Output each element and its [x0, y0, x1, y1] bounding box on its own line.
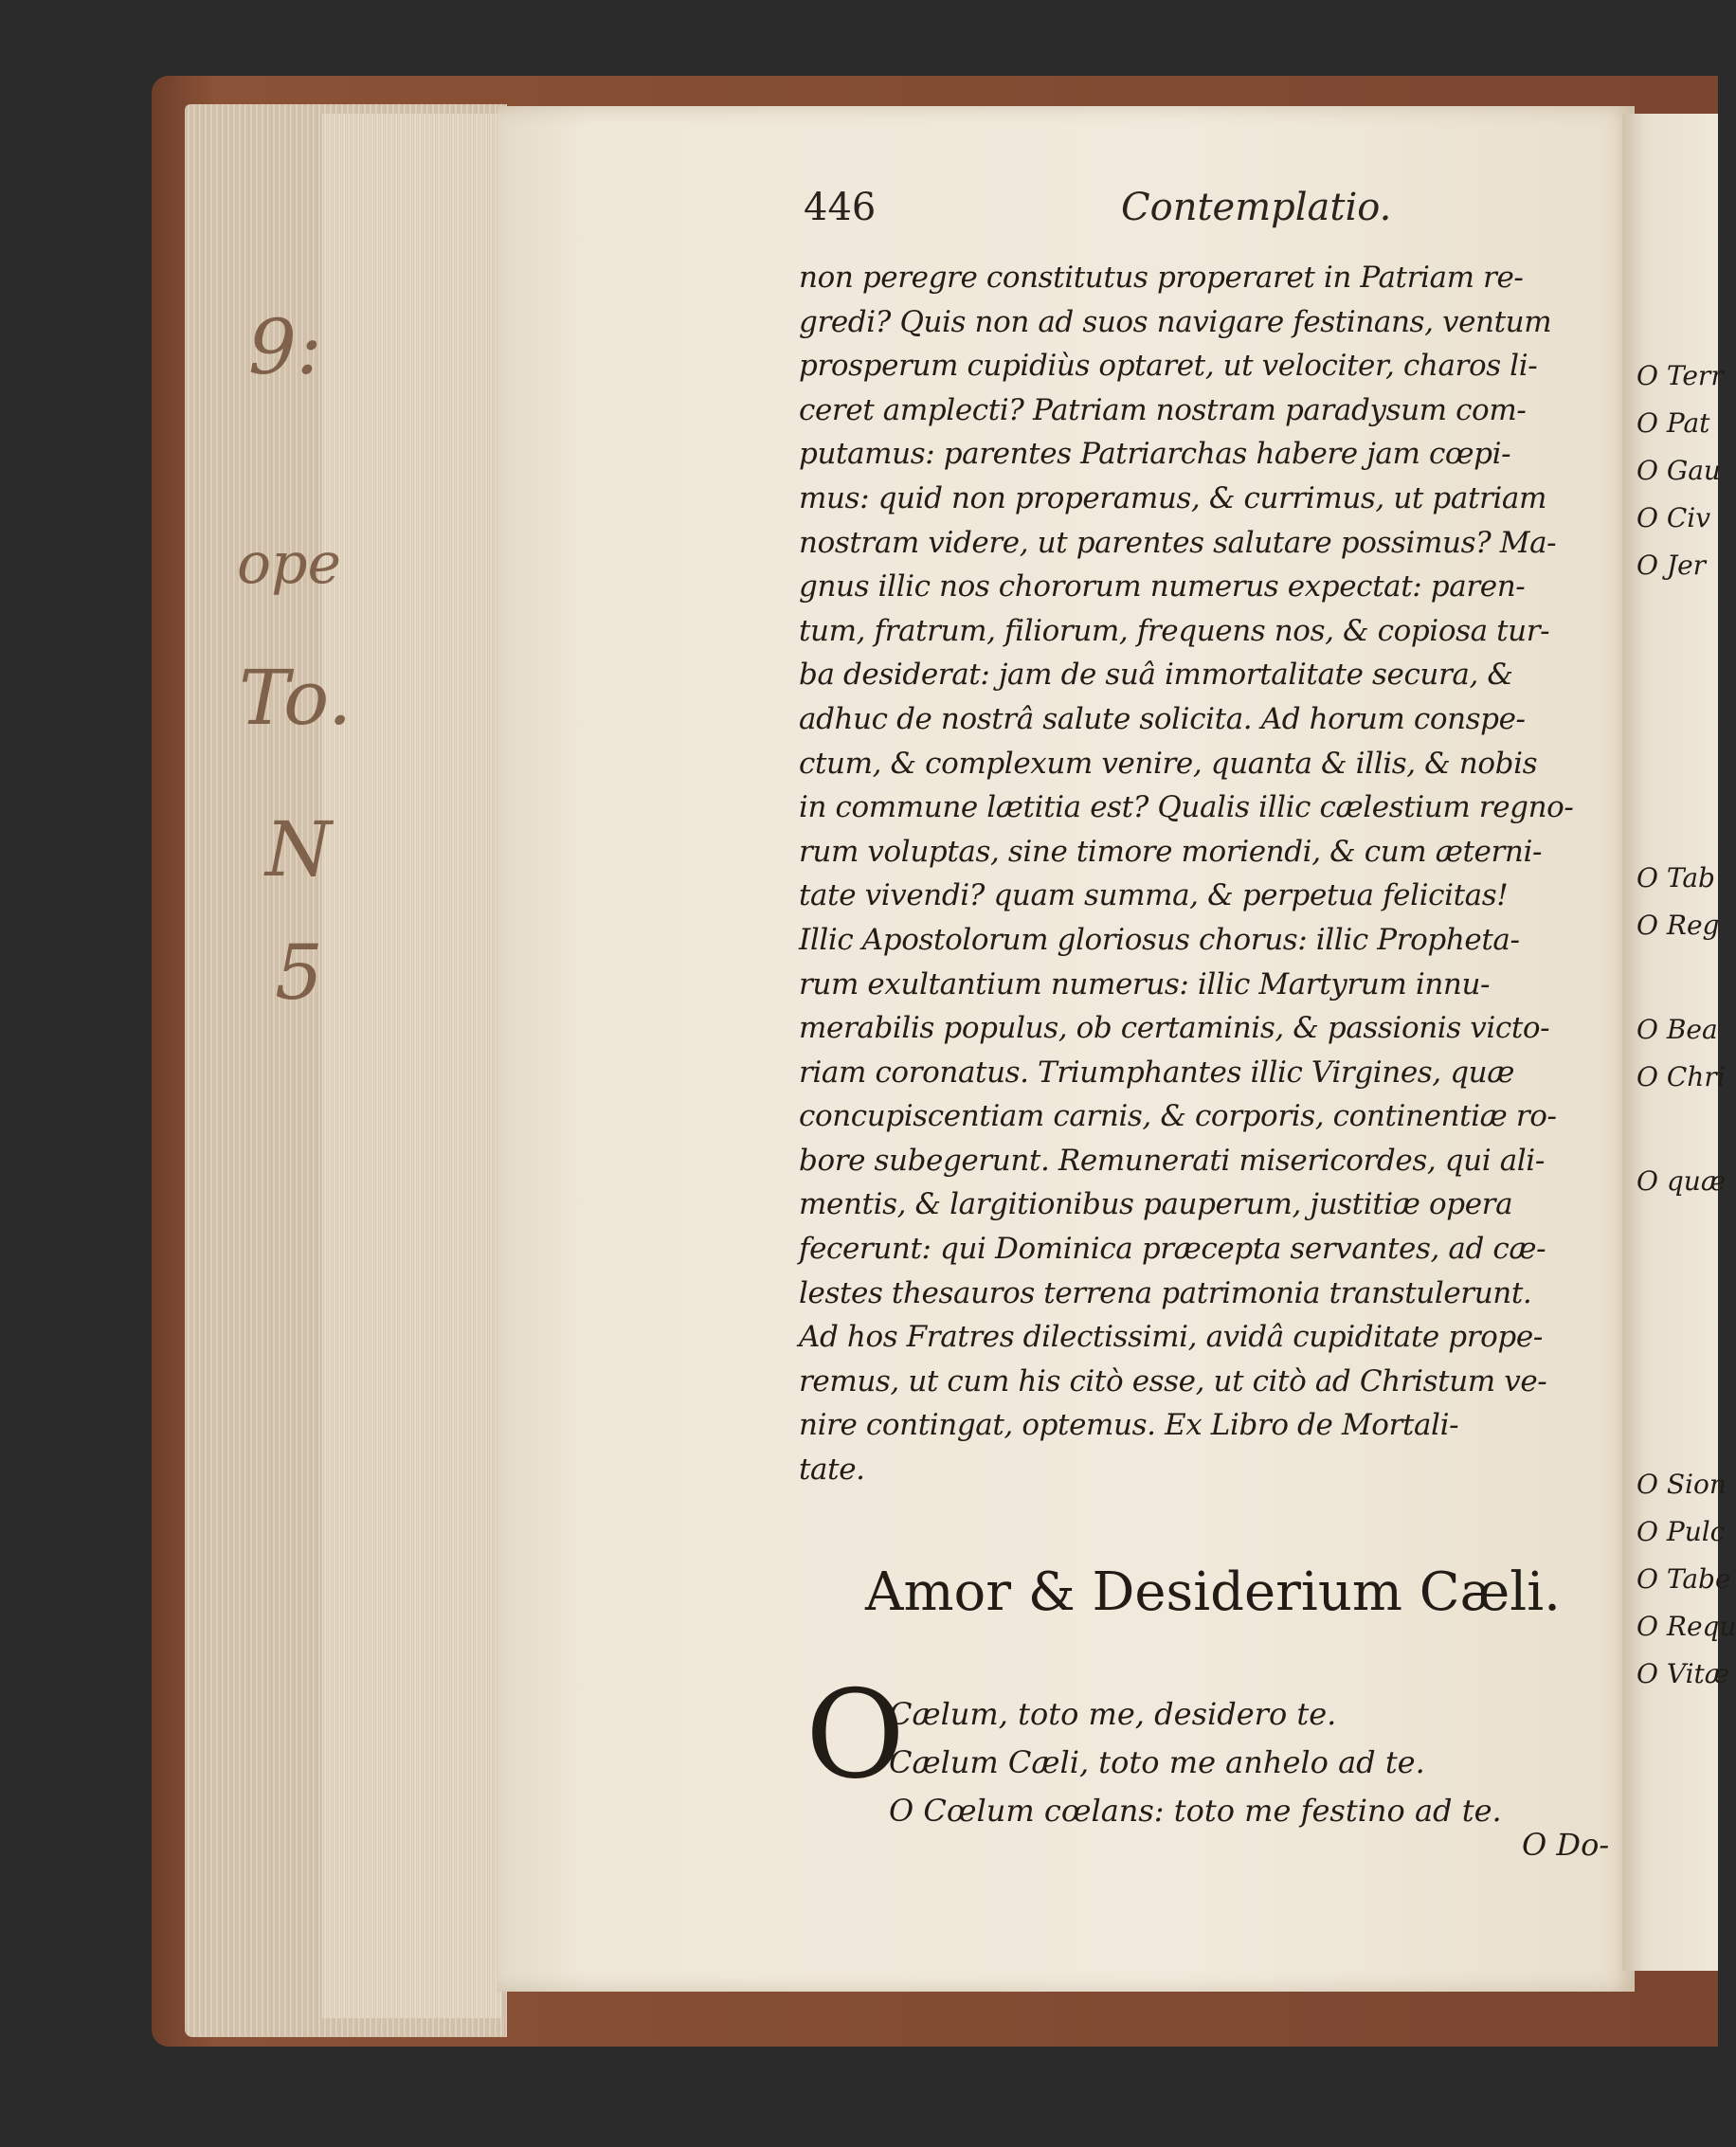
text-line: nostram videre, ut parentes salutare possimus? Ma-	[799, 525, 1557, 560]
text-line: gredi? Quis non ad suos navigare festinans, ventum	[799, 304, 1552, 339]
facing-line: O Requ	[1637, 1611, 1736, 1642]
text-line: bore subegerunt. Remunerati misericordes, qui ali-	[799, 1143, 1545, 1178]
prayer-line: Cælum, toto me, desidero te.	[889, 1696, 1337, 1732]
facing-line: O quæ	[1637, 1165, 1727, 1197]
prayer-line: O Cœlum cœlans: toto me festino ad te.	[889, 1793, 1502, 1829]
text-line: riam coronatus. Triumphantes illic Virgines, quæ	[799, 1055, 1514, 1090]
facing-line: O Bea	[1637, 1014, 1718, 1045]
text-line: mentis, & largitionibus pauperum, justitiæ opera	[799, 1187, 1513, 1222]
text-line: rum voluptas, sine timore moriendi, & cum æterni-	[799, 834, 1543, 869]
text-line: remus, ut cum his citò esse, ut citò ad Christum ve-	[799, 1363, 1547, 1398]
prayer-line: Cælum Cæli, toto me anhelo ad te.	[889, 1744, 1425, 1780]
text-line: ctum, & complexum venire, quanta & illis, & nobis	[799, 746, 1538, 781]
text-line: rum exultantium numerus: illic Martyrum innu-	[799, 966, 1491, 1001]
handwritten-annotation: 5	[275, 929, 323, 1017]
text-line: putamus: parentes Patriarchas habere jam cœpi-	[799, 437, 1511, 472]
catchword: O Do-	[1522, 1827, 1610, 1863]
text-line: nire contingat, optemus. Ex Libro de Mortali-	[799, 1408, 1459, 1443]
facing-line: O Reg	[1637, 910, 1720, 941]
text-line: tum, fratrum, filiorum, frequens nos, & copiosa tur-	[799, 613, 1550, 648]
facing-line: O Gau	[1637, 455, 1721, 486]
facing-line: O Tabe	[1637, 1563, 1731, 1595]
text-line: lestes thesauros terrena patrimonia transtulerunt.	[799, 1275, 1532, 1310]
text-line: merabilis populus, ob certaminis, & passionis victo-	[799, 1011, 1550, 1046]
facing-line: O Pat	[1637, 407, 1710, 439]
facing-line: O Civ	[1637, 502, 1711, 533]
text-line: tate.	[799, 1452, 865, 1488]
text-line: tate vivendi? quam summa, & perpetua felicitas!	[799, 878, 1509, 913]
text-line: prosperum cupidiùs optaret, ut velociter, charos li-	[799, 349, 1538, 384]
handwritten-annotation: N	[265, 805, 332, 893]
text-line: adhuc de nostrâ salute solicita. Ad horum conspe-	[799, 701, 1526, 736]
text-line: gnus illic nos chororum numerus expectat: paren-	[799, 569, 1526, 604]
section-title: Amor & Desiderium Cæli.	[865, 1561, 1561, 1623]
facing-line: O Chri	[1637, 1061, 1726, 1092]
page-header	[804, 186, 1609, 243]
text-line: in commune lætitia est? Qualis illic cælestium regno-	[799, 790, 1574, 825]
facing-line: O Pulc	[1637, 1516, 1726, 1547]
text-line: mus: quid non properamus, & currimus, ut patriam	[799, 480, 1547, 515]
text-line: Ad hos Fratres dilectissimi, avidâ cupiditate prope-	[799, 1320, 1543, 1355]
text-line: ceret amplecti? Patriam nostram paradysum com-	[799, 392, 1527, 427]
running-head: Contemplatio.	[1121, 186, 1392, 229]
facing-line: O Sion	[1637, 1469, 1727, 1500]
handwritten-annotation: To.	[239, 654, 353, 742]
text-line: Illic Apostolorum gloriosus chorus: illic Propheta-	[799, 922, 1520, 957]
text-line: non peregre constitutus properaret in Patriam re-	[799, 261, 1524, 295]
handwritten-annotation: ope	[237, 531, 342, 597]
text-line: ba desiderat: jam de suâ immortalitate secura, &	[799, 658, 1513, 693]
facing-line: O Tab	[1637, 862, 1715, 893]
page-block-inner-edges	[322, 114, 502, 2018]
prayer-text	[889, 1690, 1609, 1835]
drop-cap: O	[805, 1665, 905, 1806]
body-text	[799, 256, 1614, 1492]
facing-line: O Jer	[1637, 550, 1707, 581]
handwritten-annotation: 9:	[248, 303, 322, 391]
text-line: concupiscentiam carnis, & corporis, continentiæ ro-	[799, 1099, 1557, 1134]
facing-line: O Terr	[1637, 360, 1724, 391]
facing-line: O Vitæ	[1637, 1658, 1730, 1689]
page-number: 446	[804, 186, 877, 229]
text-line: fecerunt: qui Dominica præcepta servantes, ad cæ-	[799, 1232, 1546, 1267]
